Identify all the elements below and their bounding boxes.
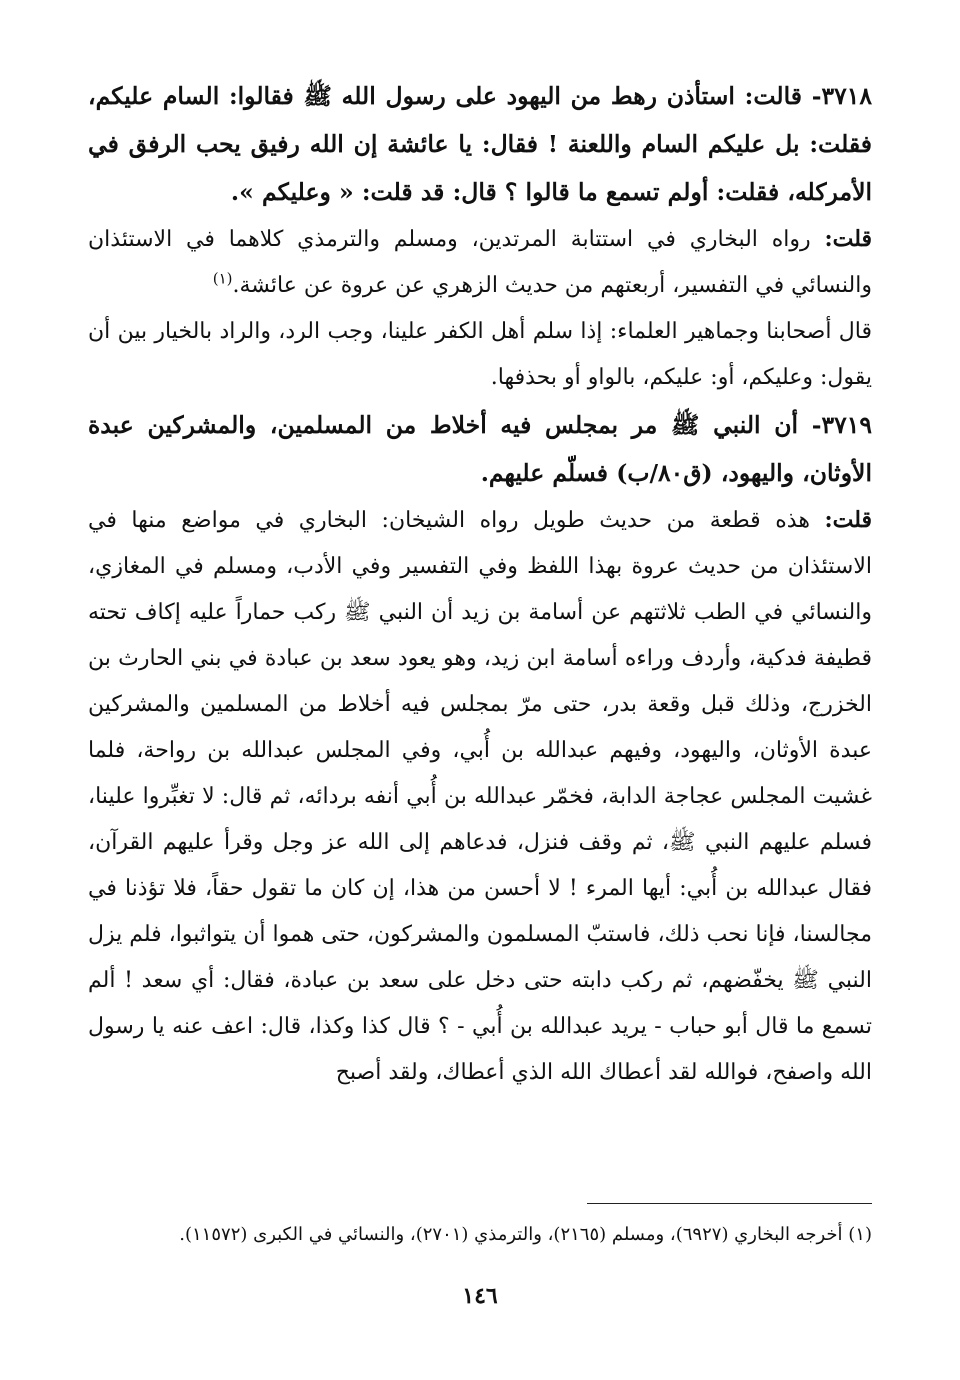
- hadith-text: أن النبي ﷺ مر بمجلس فيه أخلاط من المسلمين، والمشركين عبدة الأوثان، واليهود، (ق٨٠/ب) فسلّم عليهم.: [88, 411, 872, 487]
- commentary-3718: [88, 216, 872, 309]
- footnote-reference: (١): [212, 269, 233, 288]
- scholars-note-text: قال أصحابنا وجماهير العلماء: إذا سلم أهل الكفر علينا، وجب الرد، والراد بالخيار بين أن يقول: وعليكم، أو: عليكم، بالواو أو بحذفها.: [88, 319, 872, 390]
- commentary-3719: [88, 497, 872, 1096]
- commentary-text: رواه البخاري في استتابة المرتدين، ومسلم والترمذي كلاهما في الاستئذان والنسائي في التفسير، أربعتهم من حديث الزهري عن عروة عن عائشة.: [88, 227, 872, 298]
- hadith-text: قالت: استأذن رهط من اليهود على رسول الله ﷺ فقالوا: السام عليكم، فقلت: بل عليكم السام واللعنة ! فقال: يا عائشة إن الله رفيق يحب الرفق في الأمركله، فقلت: أولم تسمع ما قالوا ؟ قال: قد قلت: « وعليكم ».: [88, 82, 872, 206]
- commentary-label: قلت:: [824, 226, 872, 252]
- hadith-3719: [88, 401, 872, 497]
- page-number: ١٤٦: [462, 1283, 498, 1309]
- hadith-number: ٣٧١٩-: [811, 411, 872, 439]
- hadith-number: ٣٧١٨-: [811, 82, 872, 110]
- hadith-3718: [88, 72, 872, 216]
- commentary-label: قلت:: [824, 507, 872, 533]
- commentary-text: هذه قطعة من حديث طويل رواه الشيخان: البخاري في مواضع منها في الاستئذان من حديث عروة بهذا اللفظ وفي التفسير وفي الأدب، ومسلم في المغازي، والنسائي في الطب ثلاثتهم عن أسامة بن زيد أن النبي ﷺ ركب حماراً عليه إكاف تحته قطيفة فدكية، وأردف وراءه أسامة ابن زيد، وهو يعود سعد بن عبادة في بني الحارث بن الخزرج، وذلك قبل وقعة بدر، حتى مرّ بمجلس فيه أخلاط من المسلمين والمشركين عبدة الأوثان، واليهود، وفيهم عبدالله بن أُبي، وفي المجلس عبدالله بن رواحة، فلما غشيت المجلس عجاجة الدابة، فخمّر عبدالله بن أُبي أنفه بردائه، ثم قال: لا تغبِّروا علينا، فسلم عليهم النبي ﷺ، ثم وقف فنزل، فدعاهم إلى الله عز وجل وقرأ عليهم القرآن، فقال عبدالله بن أُبي: أيها المرء ! لا أحسن من هذا، إن كان ما تقول حقاً، فلا تؤذنا في مجالسنا، فإنا نحب ذلك، فاستبّ المسلمون والمشركون، حتى هموا أن يتواثبوا، فلم يزل النبي ﷺ يخفّضهم، ثم ركب دابته حتى دخل على سعد بن عبادة، فقال: أي سعد ! ألم تسمع ما قال أبو حباب - يريد عبدالله بن أُبي - ؟ قال كذا وكذا، قال: اعف عنه يا رسول الله واصفح، فوالله لقد أعطاك الله الذي أعطاك، ولقد أصبح: [88, 508, 872, 1085]
- footnote: (١) أخرجه البخاري (٦٩٢٧)، ومسلم (٢١٦٥)، والترمذي (٢٧٠١)، والنسائي في الكبرى (١١٥٧٢).: [179, 1224, 872, 1245]
- footnote-separator: [587, 1203, 872, 1204]
- scholars-note: [88, 309, 872, 401]
